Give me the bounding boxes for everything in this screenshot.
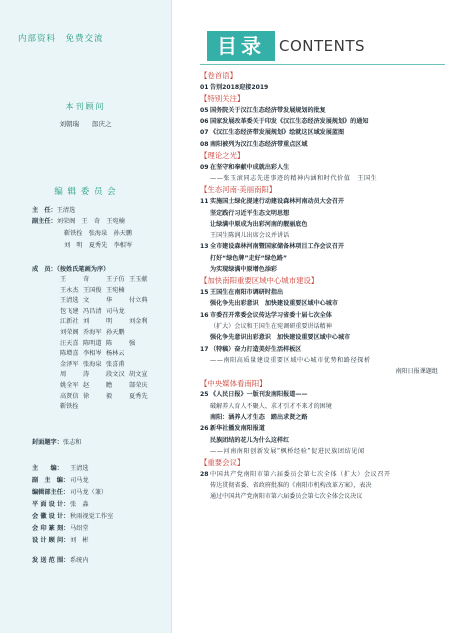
toc-entry xyxy=(200,423,448,434)
toc-entry xyxy=(200,321,448,332)
toc-entry xyxy=(200,139,448,150)
toc-entry xyxy=(200,127,448,138)
toc-entry xyxy=(200,355,448,366)
toc-header xyxy=(207,31,440,61)
member-cell: 刘荣阁 xyxy=(60,328,79,336)
toc-entry-title: 新华社播发南阳报道 xyxy=(210,425,265,433)
member-cell: 张喜甫 xyxy=(106,360,125,368)
credit-value: 司马龙（兼） xyxy=(70,489,108,496)
chair-label: 主 任： xyxy=(32,207,57,214)
member-cell: 胡文宣 xyxy=(129,371,148,379)
member-cell xyxy=(129,286,152,297)
member-cell: 刘 xyxy=(83,318,90,326)
credit-label: 设 计 顾 问： xyxy=(32,537,70,544)
member-cell: 王宛楠 xyxy=(106,286,125,294)
member-cell: 瞻 xyxy=(106,381,113,389)
toc-entry-title: 为实现绿满中原增色添彩 xyxy=(210,266,278,274)
credit-row xyxy=(32,463,89,472)
toc-entry xyxy=(200,196,448,207)
committee-vice xyxy=(32,216,125,225)
toc-entry-title: 在坚守和奉献中成就出彩人生 xyxy=(210,163,290,171)
toc-entry xyxy=(200,344,448,355)
member-cell: 司马龙 xyxy=(106,307,125,315)
member-cell: 张海泉 xyxy=(83,360,102,368)
masthead-panel xyxy=(0,0,171,633)
toc-entry-title: 国务院关于汉江生态经济带发展规划的批复 xyxy=(210,106,326,114)
credit-row xyxy=(32,511,113,520)
members-row xyxy=(60,317,152,328)
member-cell: 杨林云 xyxy=(106,350,125,358)
credit-value: 秋雨视觉工作室 xyxy=(70,513,114,520)
toc-entry xyxy=(200,480,448,491)
member-cell: 奇 xyxy=(83,276,90,283)
toc-page-number: 25 xyxy=(200,391,209,399)
toc-section-heading: 【理论之光】 xyxy=(200,151,245,161)
distribution-label: 发 送 范 围： xyxy=(32,557,70,564)
member-cell: 文 xyxy=(83,297,90,305)
toc-entry xyxy=(200,310,448,321)
toc-entry xyxy=(200,162,448,173)
credit-value: 张 淼 xyxy=(70,501,89,508)
members-list xyxy=(60,275,152,413)
credit-label: 主 编： xyxy=(32,465,63,472)
toc-section-heading: 【中央媒体看南阳】 xyxy=(200,378,267,388)
member-cell: 乔海军 xyxy=(83,328,102,336)
toc-entry-title: 南阳日报课题组 xyxy=(395,368,438,376)
credit-label: 平 面 设 计： xyxy=(32,501,70,508)
members-row xyxy=(60,296,152,307)
toc-entry-title: 通过中国共产党南阳市第六届委员会第七次全体会议决议 xyxy=(210,493,363,501)
member-cell: 付立典 xyxy=(129,297,148,305)
member-cell: 华 xyxy=(106,297,113,305)
committee-title: 编 辑 委 员 会 xyxy=(54,187,117,197)
toc-entry xyxy=(200,389,448,400)
member-cell: 王国俊 xyxy=(83,286,102,294)
committee-chair xyxy=(32,205,75,214)
member-cell: 赵 xyxy=(83,381,90,389)
member-cell: 姚全军 xyxy=(60,381,79,389)
toc-entry-title: 王国生在南阳市调研时指出 xyxy=(210,289,284,297)
toc-page-number: 15 xyxy=(200,289,209,297)
toc-entry-title: 市委召开常委会议传达学习省委十届七次全体 xyxy=(210,311,332,319)
member-cell: 包飞建 xyxy=(60,307,79,315)
members-row xyxy=(60,402,152,413)
toc-entry xyxy=(200,298,448,309)
credit-label: 编辑部主任： xyxy=(32,489,70,496)
toc-entry-title: 民族团结的花儿为什么这样红 xyxy=(210,436,290,444)
cover-label: 封面题字： xyxy=(32,439,63,446)
member-cell xyxy=(106,402,129,413)
toc-entry-title: 全市建设森林河南暨国家储备林项目工作会议召开 xyxy=(210,243,345,251)
toc-entry-title: 国家发展改革委关于印发《汉江生态经济发展规划》的通知 xyxy=(210,118,369,126)
toc-page-number: 28 xyxy=(200,470,209,478)
toc-page-number: 05 xyxy=(200,106,209,114)
member-cell xyxy=(129,402,152,413)
toc-entry xyxy=(200,435,448,446)
toc-page-number: 17 xyxy=(200,345,209,353)
member-cell: 徐 xyxy=(83,392,90,400)
members-row xyxy=(60,339,152,350)
members-row xyxy=(60,360,152,371)
toc-entry-title: 让绿满中原成为出彩河南的靓丽底色 xyxy=(210,220,308,228)
vice-label: 副主任： xyxy=(32,218,57,225)
member-cell xyxy=(83,402,106,413)
members-row xyxy=(60,307,152,318)
credit-value: 刘 彬 xyxy=(70,537,89,544)
toc-section-heading: 【加快南阳重要区域中心城市建设】 xyxy=(200,276,319,286)
toc-entry xyxy=(200,173,448,184)
member-cell: 夏秀先 xyxy=(129,392,148,400)
toc-entry xyxy=(200,82,448,93)
member-cell: 陈 xyxy=(106,339,113,347)
toc-entry xyxy=(200,208,448,219)
member-cell: 汪天喜 xyxy=(60,339,79,347)
vice-row: 刘 明 夏秀先 李相岑 xyxy=(64,242,133,249)
toc-entry xyxy=(200,116,448,127)
toc-entry-title: 王国生陈润儿出席会议并讲话 xyxy=(210,232,290,240)
member-cell: 靳铁拴 xyxy=(60,403,79,411)
member-cell: 王玉献 xyxy=(129,276,148,283)
member-cell xyxy=(129,349,152,360)
toc-entry-title: ——南阳高质量建设重要区域中心城市优势和路径探析 xyxy=(210,356,371,364)
members-row xyxy=(60,275,152,286)
credit-label: 会 印 篆 刻： xyxy=(32,525,70,532)
member-cell xyxy=(129,328,152,339)
members-row xyxy=(60,370,152,381)
toc-entry xyxy=(200,469,448,480)
masthead-slogan: 内部资料 免费交流 xyxy=(18,34,104,44)
member-cell: 刘金利 xyxy=(129,318,148,326)
toc-page-number: 26 xyxy=(200,425,209,433)
toc-entry-title: ——张玉滚同志先进事迹的精神内涵和时代价值 王国生 xyxy=(210,175,378,183)
toc-entry xyxy=(200,491,448,502)
members-label: 成 员： xyxy=(32,266,57,273)
distribution-scope xyxy=(32,555,89,564)
toc-entry-title: 破解养人育人不聚人、求才引才不来才的困境 xyxy=(210,402,332,410)
toc-entry-title: （扩大）会议和王国生在宛调研重要讲话精神 xyxy=(210,323,332,331)
toc-entry xyxy=(200,446,448,457)
distribution-value: 系统内 xyxy=(70,557,89,564)
member-cell: 李相岑 xyxy=(83,350,102,358)
credit-label: 副 主 编： xyxy=(32,477,70,484)
toc-entry-title: 《汉江生态经济带发展规划》绘就这区域发展蓝图 xyxy=(210,129,345,137)
cover-name: 张志和 xyxy=(62,439,82,446)
toc-entry-title: 告别2018迎接2019 xyxy=(210,83,269,91)
toc-page-number: 08 xyxy=(200,140,209,148)
toc-entry xyxy=(200,412,448,423)
toc-entry-title: 坚定践行习近平生态文明思想 xyxy=(210,209,290,217)
toc-section-heading: 【生态河南·美丽南阳】 xyxy=(200,185,277,195)
member-cell: 毅 xyxy=(106,392,113,400)
toc-page-number: 07 xyxy=(200,129,209,137)
header-rule xyxy=(200,64,445,65)
member-cell: 王 xyxy=(60,276,67,283)
toc-entry xyxy=(200,253,448,264)
member-cell: 陈明道 xyxy=(83,339,102,347)
toc-entry-title: 强化争先出彩意识 加快建设重要区域中心城市 xyxy=(210,300,338,308)
member-cell xyxy=(129,307,152,318)
toc-entry-title: 传达贯彻省委、省政府批准的《南阳市机构改革方案》，表决 xyxy=(210,482,372,490)
committee-members-header xyxy=(32,264,109,273)
member-cell: 段文汉 xyxy=(106,371,125,379)
toc-entry xyxy=(200,366,448,377)
toc-section-heading: 【重要会议】 xyxy=(200,458,245,468)
member-cell: 王永杰 xyxy=(60,286,79,294)
vice-row: 刘荣阁 王 奇 王宛楠 xyxy=(56,218,125,225)
toc-entry xyxy=(200,105,448,116)
toc-entry-title: 强化争先意识出彩意识 加快建设重要区域中心城市 xyxy=(210,334,351,342)
toc-page-number: 06 xyxy=(200,118,209,126)
members-row xyxy=(60,328,152,339)
toc-entry-title: 实施国土绿化提速行动建设森林河南动员大会召开 xyxy=(210,198,345,206)
advisor-title: 本刊顾问 xyxy=(65,102,106,111)
member-cell: 孙天鹏 xyxy=(106,328,125,336)
toc-entry xyxy=(200,264,448,275)
toc-page-number: 13 xyxy=(200,243,209,251)
toc-entry xyxy=(200,230,448,241)
member-cell: 明 xyxy=(106,318,113,326)
toc-entry-title: 南阳被列为汉江生态经济带重点区域 xyxy=(210,140,308,148)
toc-entry xyxy=(200,287,448,298)
toc-entry xyxy=(200,219,448,230)
mulu-title: 目录 xyxy=(207,31,275,61)
members-row xyxy=(60,392,152,403)
credit-value: 司马龙 xyxy=(70,477,89,484)
table-of-contents xyxy=(200,70,448,503)
member-cell: 王子仿 xyxy=(106,276,125,283)
toc-page-number: 01 xyxy=(200,83,209,91)
members-row xyxy=(60,349,152,360)
credit-row xyxy=(32,535,89,544)
toc-entry xyxy=(200,241,448,252)
toc-entry-title: （特稿）奋力打造美好生活样板区 xyxy=(210,345,302,353)
members-row xyxy=(60,286,152,297)
member-cell: 强 xyxy=(129,339,136,347)
member-cell: 陈增喜 xyxy=(60,350,79,358)
vice-row: 靳铁拴 张海泉 孙天鹏 xyxy=(64,230,133,237)
cover-calligraphy xyxy=(32,437,82,446)
contents-title: CONTENTS xyxy=(279,37,366,55)
toc-entry-title: 打好“绿色牌”走好“绿色路” xyxy=(210,254,287,262)
toc-entry-title: ——河南南阳创新发展“枫桥经验”促进民族团结见闻 xyxy=(210,447,365,455)
toc-entry xyxy=(200,401,448,412)
chair-name: 王清选 xyxy=(56,207,76,214)
member-cell: 王清选 xyxy=(60,297,79,305)
toc-page-number: 11 xyxy=(200,198,209,206)
member-cell: 周 xyxy=(60,371,67,379)
credit-row xyxy=(32,499,89,508)
toc-section-heading: 【特别关注】 xyxy=(200,94,245,104)
credit-row xyxy=(32,487,107,496)
credit-row xyxy=(32,523,89,532)
toc-entry xyxy=(200,332,448,343)
member-cell: 郜荣庆 xyxy=(129,381,148,389)
toc-entry-title: 南阳：涵养人才生态 踏出求贤之路 xyxy=(210,413,308,421)
credit-value: 王清选 xyxy=(70,465,89,472)
toc-page-number: 16 xyxy=(200,311,209,319)
member-cell xyxy=(129,360,152,371)
toc-section-heading: 【卷首语】 xyxy=(200,71,237,80)
toc-entry-title: 中国共产党南阳市第六届委员会第七次全体（扩大）会议召开 xyxy=(210,470,391,478)
members-row xyxy=(60,381,152,392)
members-note: （按姓氏笔画为序） xyxy=(56,266,110,273)
toc-entry-title: 《人民日报》一版刊发南阳报道—— xyxy=(210,391,308,399)
member-cell: 冯昌清 xyxy=(83,307,102,315)
advisor-names: 刘朝瑞 郎庆之 xyxy=(59,120,112,128)
credit-row xyxy=(32,475,89,484)
panel-divider xyxy=(171,0,172,633)
member-cell: 高贤信 xyxy=(60,392,79,400)
toc-page-number: 09 xyxy=(200,163,209,171)
member-cell: 涛 xyxy=(83,371,90,379)
member-cell: 江新社 xyxy=(60,318,79,326)
member-cell: 金泽军 xyxy=(60,360,79,368)
credit-label: 会 徽 设 计： xyxy=(32,513,70,520)
credit-value: 马绍堂 xyxy=(70,525,89,532)
